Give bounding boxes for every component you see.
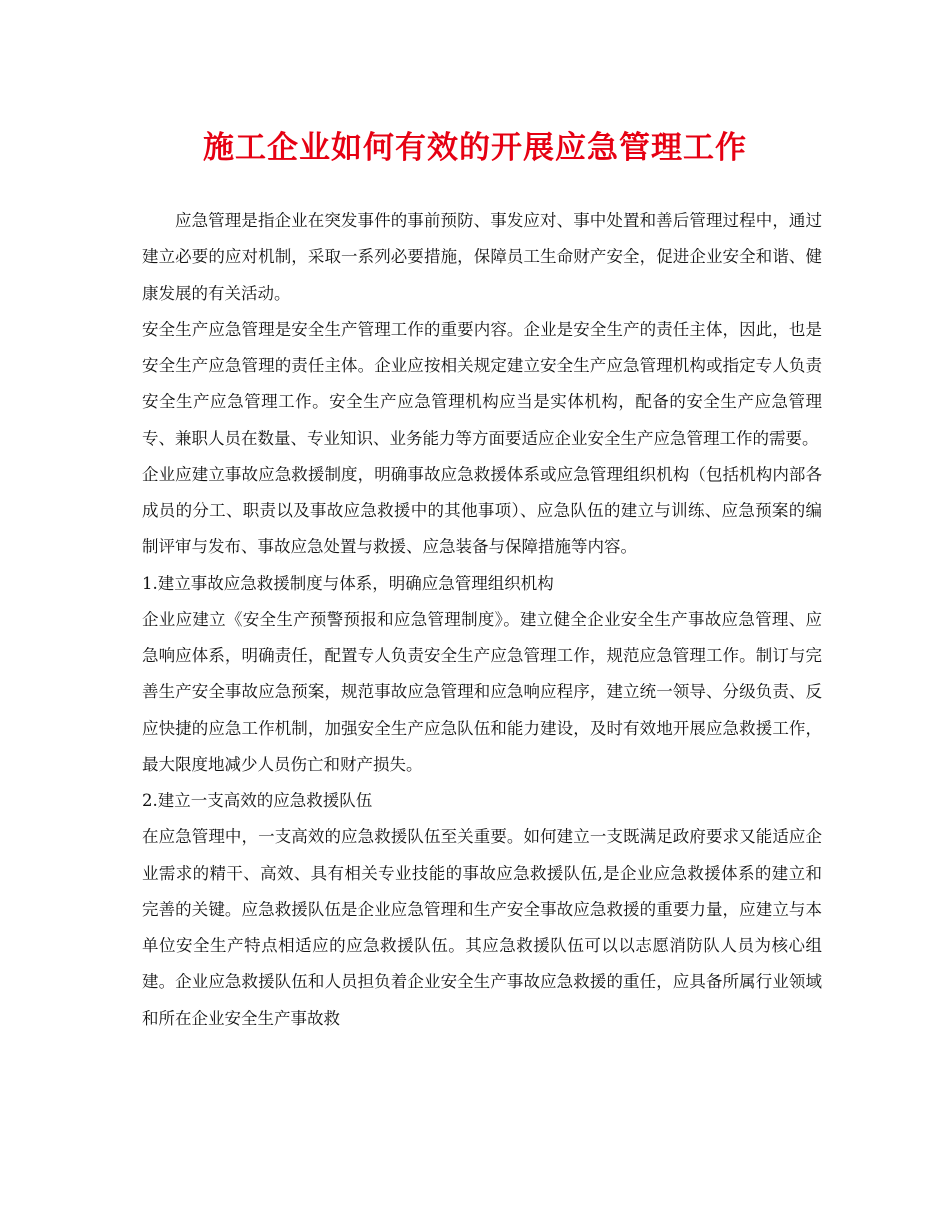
document-title: 施工企业如何有效的开展应急管理工作 bbox=[203, 130, 747, 166]
paragraph-safety-management: 安全生产应急管理是安全生产管理工作的重要内容。企业是安全生产的责任主体，因此，也是安全生产应急管理的责任主体。企业应按相关规定建立安全生产应急管理机构或指定专人负责安全生产应急管理工作。安全生产应急管理机构应当是实体机构，配备的安全生产应急管理专、兼职人员在数量、专业知识、业务能力等方面要适应企业安全生产应急管理工作的需要。 bbox=[142, 319, 822, 448]
document-body bbox=[142, 203, 822, 1037]
section-heading-1: 1.建立事故应急救援制度与体系，明确应急管理组织机构 bbox=[142, 573, 554, 593]
paragraph-rescue-system: 企业应建立事故应急救援制度，明确事故应急救援体系或应急管理组织机构（包括机构内部各成员的分工、职责以及事故应急救援中的其他事项）、应急队伍的建立与训练、应急预案的编制评审与发布、事故应急处置与救援、应急装备与保障措施等内容。 bbox=[142, 464, 822, 557]
paragraph-intro: 应急管理是指企业在突发事件的事前预防、事发应对、事中处置和善后管理过程中，通过建立必要的应对机制，采取一系列必要措施，保障员工生命财产安全，促进企业安全和谐、健康发展的有关活动。 bbox=[142, 211, 822, 303]
paragraph-section-2: 在应急管理中，一支高效的应急救援队伍至关重要。如何建立一支既满足政府要求又能适应企业需求的精干、高效、具有相关专业技能的事故应急救援队伍,是企业应急救援体系的建立和完善的关键。应急救援队伍是企业应急管理和生产安全事故应急救援的重要力量，应建立与本单位安全生产特点相适应的应急救援队伍。其应急救援队伍可以以志愿消防队人员为核心组建。企业应急救援队伍和人员担负着企业安全生产事故应急救援的重任，应具备所属行业领域和所在企业安全生产事故救 bbox=[142, 827, 822, 1028]
section-heading-2: 2.建立一支高效的应急救援队伍 bbox=[142, 791, 373, 810]
paragraph-section-1: 企业应建立《安全生产预警预报和应急管理制度》。建立健全企业安全生产事故应急管理、应急响应体系，明确责任，配置专人负责安全生产应急管理工作，规范应急管理工作。制订与完善生产安全事故应急预案，规范事故应急管理和应急响应程序，建立统一领导、分级负责、反应快捷的应急工作机制，加强安全生产应急队伍和能力建设，及时有效地开展应急救援工作，最大限度地减少人员伤亡和财产损失。 bbox=[142, 609, 822, 774]
